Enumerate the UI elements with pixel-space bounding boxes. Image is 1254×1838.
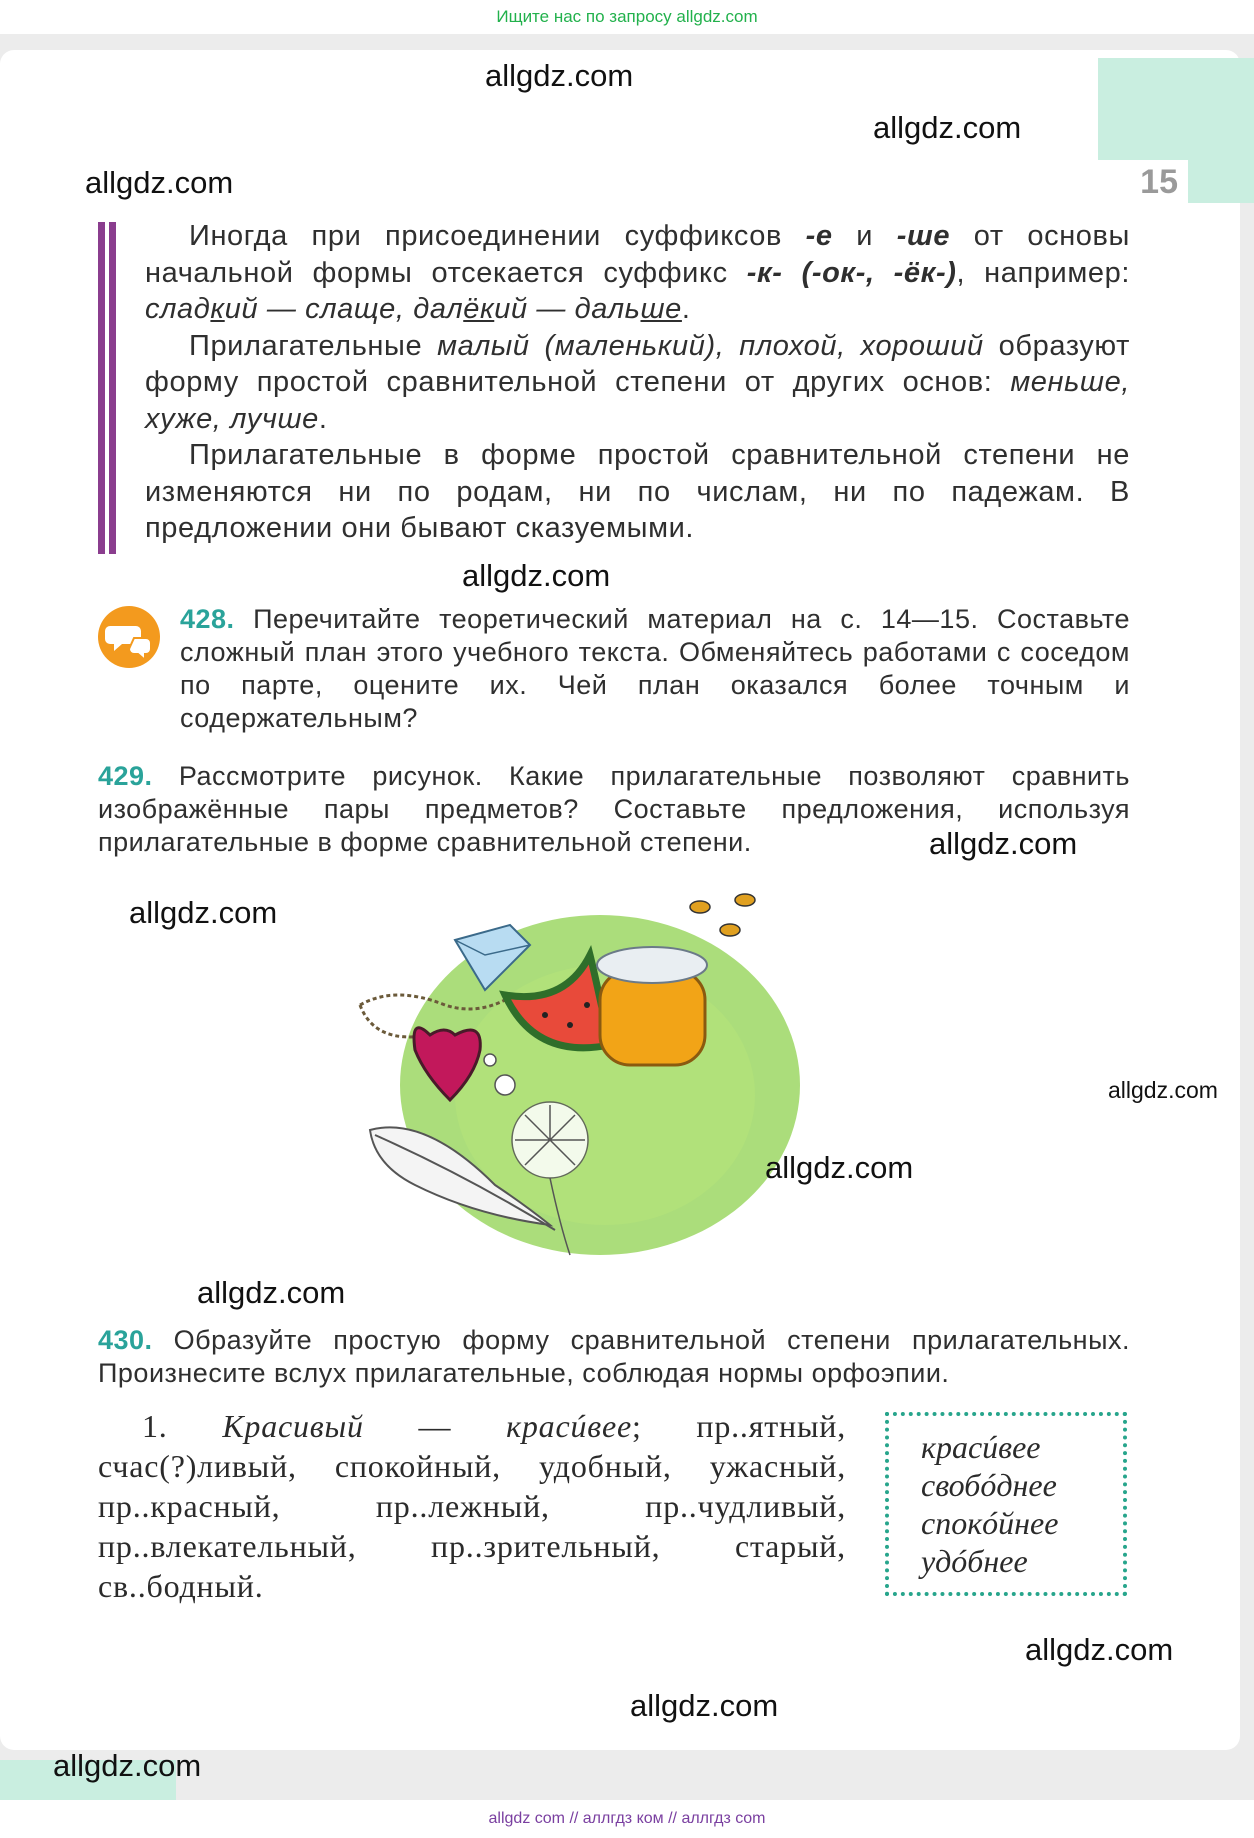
- watermark: allgdz.com: [197, 1275, 346, 1310]
- rule-paragraph-3: Прилагательные в форме простой сравнительной степени не изменяются ни по родам, ни по числам, ни по падежам. В предложении они бывают сказуемыми.: [145, 439, 1130, 544]
- watermark: allgdz.com: [129, 895, 278, 930]
- footer-links[interactable]: allgdz com // аллгдз ком // аллгдз com: [0, 1800, 1254, 1838]
- comparison-illustration: [355, 885, 835, 1265]
- watermark: allgdz.com: [462, 558, 611, 593]
- stress-word: удóбнее: [921, 1543, 1028, 1579]
- top-banner[interactable]: Ищите нас по запросу allgdz.com: [0, 0, 1254, 34]
- pair-work-icon: [96, 604, 162, 670]
- watermark: allgdz.com: [929, 826, 1078, 861]
- watermark: allgdz.com: [765, 1150, 914, 1185]
- exercise-430: 430. Образуйте простую форму сравнительной степени прилагательных. Произнесите вслух прилагательные, соблюдая нормы орфоэпии.: [98, 1325, 1130, 1388]
- rule-bar: [98, 222, 116, 554]
- exercise-429: 429. Рассмотрите рисунок. Какие прилагательные позволяют сравнить изображённые пары предметов? Составьте предложения, используя прилагательные в форме сравнительной степени.: [98, 761, 1130, 857]
- task-430-words: 1. Красивый — красúвее; пр..ятный, счас(?)ливый, спокойный, удобный, ужасный, пр..красный, пр..лежный, пр..чудливый, пр..влекательный, пр..зрительный, старый, св..бодный.: [98, 1408, 846, 1604]
- page-number: 15: [1098, 160, 1188, 204]
- honey-jar-icon: [597, 947, 707, 1065]
- watermark: allgdz.com: [485, 58, 634, 93]
- stress-word: свобóднее: [921, 1467, 1057, 1503]
- rule-paragraph-1: Иногда при присоединении суффиксов -е и -ше от основы начальной формы отсекается суффикс -к- (-ок-, -ёк-), например: сладкий — слаще, далёкий — дальше.: [145, 220, 1131, 325]
- stress-word: спокóйнее: [921, 1505, 1059, 1541]
- watermark: allgdz.com: [873, 110, 1022, 145]
- watermark: allgdz.com: [630, 1688, 779, 1723]
- watermark: allgdz.com: [1108, 1077, 1218, 1103]
- watermark: allgdz.com: [53, 1748, 202, 1783]
- rule-text: [145, 218, 1130, 547]
- watermark: allgdz.com: [1025, 1632, 1174, 1667]
- stress-box: [885, 1412, 1127, 1596]
- watermark: allgdz.com: [85, 165, 234, 200]
- bees-icon: [690, 894, 755, 936]
- rule-box: [98, 218, 1130, 558]
- stress-word: красúвее: [921, 1429, 1041, 1465]
- exercise-428: 428. Перечитайте теоретический материал на с. 14—15. Составьте сложный план этого учебного текста. Обменяйтесь работами с соседом по парте, оцените их. Чей план оказался более точным и содержательным?: [180, 604, 1130, 733]
- rule-paragraph-2: Прилагательные малый (маленький), плохой, хороший образуют форму простой сравнительной степени от других основ: меньше, хуже, лучше.: [145, 329, 1130, 435]
